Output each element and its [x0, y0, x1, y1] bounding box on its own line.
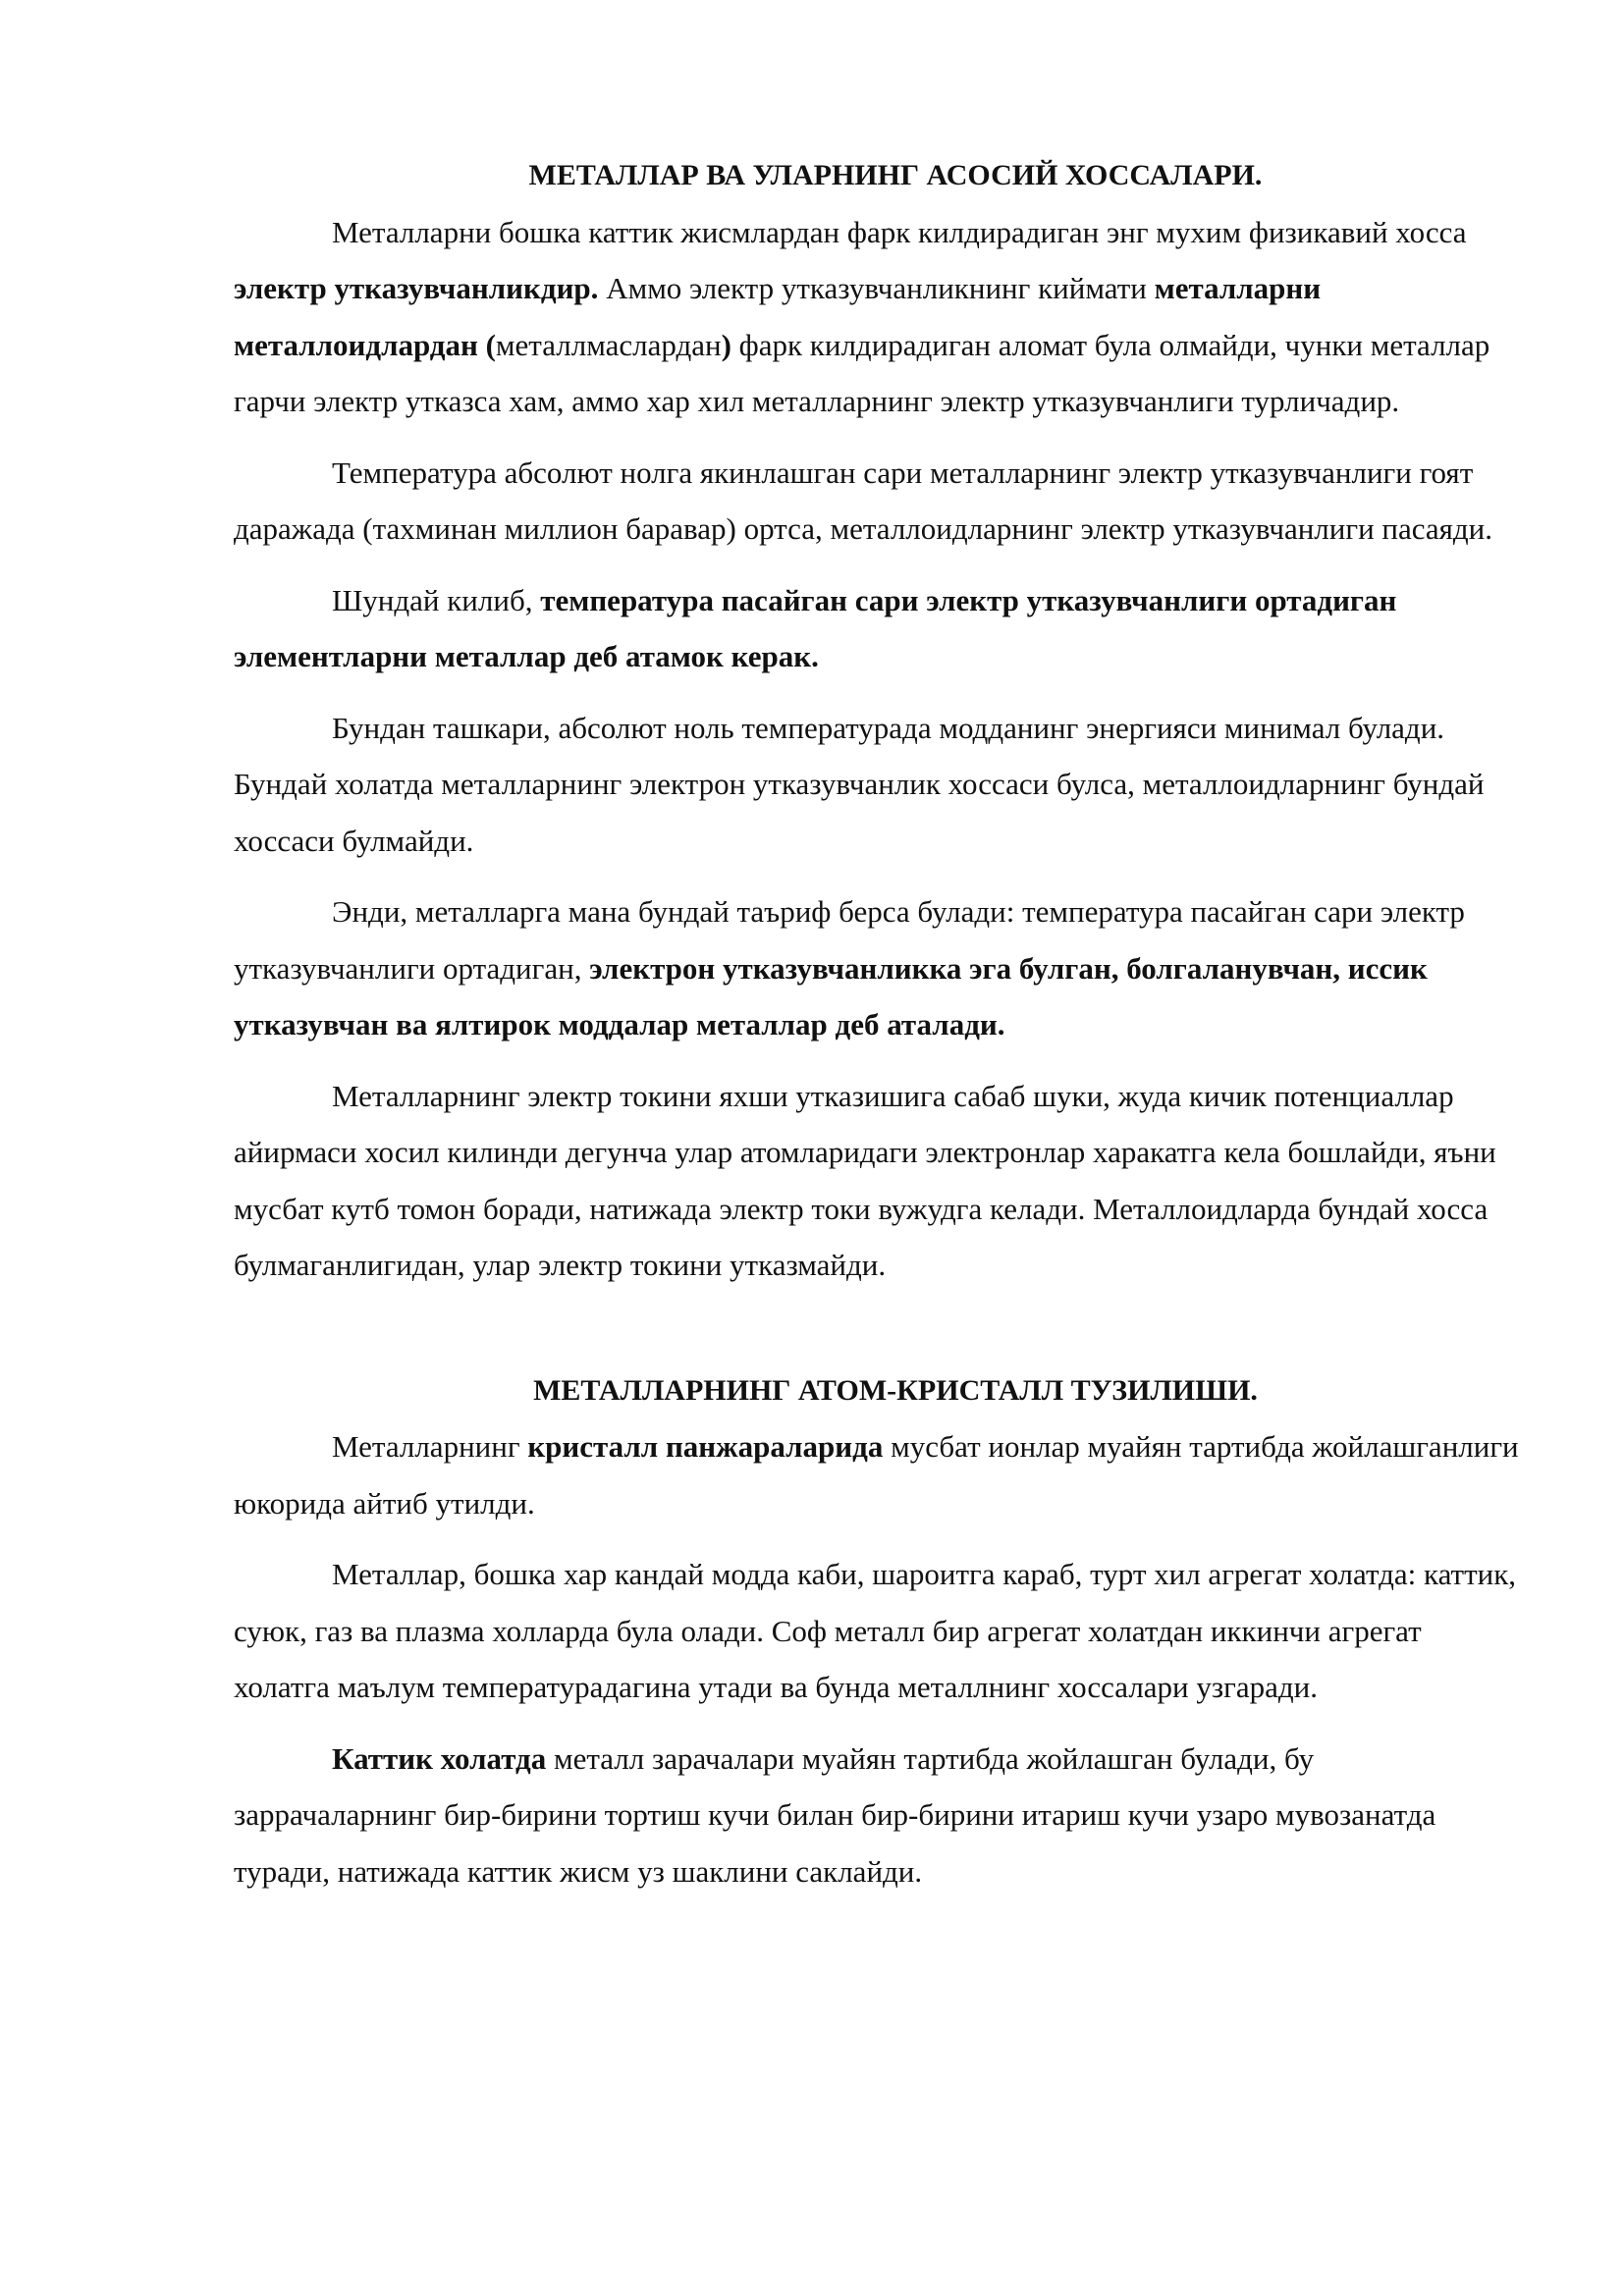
paragraph-8 — [234, 1546, 1522, 1716]
bold-run: электр утказувчанликдир. — [234, 271, 599, 305]
paragraph-7 — [234, 1418, 1522, 1531]
bold-run: электрон утказувчанликка эга булган, болгаланувчан, иссик утказувчан ва ялтирок моддалар металлар деб аталади. — [234, 950, 1428, 1041]
paragraph-5 — [234, 883, 1522, 1053]
paragraph-2 — [234, 445, 1522, 558]
bold-run: ) — [721, 327, 731, 362]
paragraph-3 — [234, 572, 1522, 685]
bold-run: кристалл панжараларида — [527, 1429, 884, 1464]
text-run: Бундан ташкари, абсолют ноль температурада модданинг энергияси минимал булади. Бундай холатда металларнинг электрон утказувчанлик хоссаси булса, металлоидларнинг бундай хоссаси булмайди. — [234, 710, 1485, 858]
section-heading-metals-properties: МЕТАЛЛАР ВА УЛАРНИНГ АСОСИЙ ХОССАЛАРИ. — [528, 159, 1263, 191]
paragraph-6 — [234, 1068, 1522, 1294]
text-run: Температура абсолют нолга якинлашган сари металларнинг электр утказувчанлиги гоят даражада (тахминан миллион баравар) ортса, металлоидларнинг электр утказувчанлиги пасаяди. — [234, 454, 1493, 546]
text-run: фарк килдирадиган аломат була олмайди, чунки металлар гарчи электр утказса хам, аммо хар хил металларнинг электр утказувчанлиги турличадир. — [234, 327, 1490, 418]
document-body — [234, 147, 1522, 1899]
text-run: Аммо электр утказувчанликнинг киймати — [598, 271, 1155, 305]
bold-run: температура пасайган сари электр утказувчанлиги ортадиган элементларни металлар деб атамок керак. — [234, 582, 1397, 673]
paragraph-9 — [234, 1731, 1522, 1900]
text-run: металлмаслардан — [495, 327, 722, 362]
text-run: Металлар, бошка хар кандай модда каби, шароитга караб, турт хил агрегат холатда: каттик, суюк, газ ва плазма холларда була олади. Соф металл бир агрегат холатдан иккинчи агрегат холатга маълум температурадагина утади ва бунда металлнинг хоссалари узгаради. — [234, 1557, 1517, 1704]
text-run: металл зарачалари муайян тартибда жойлашган булади, бу заррачаларнинг бир-бирини тортиш кучи билан бир-бирини итариш кучи узаро мувозанатда туради, натижада каттик жисм уз шаклини саклайди. — [234, 1740, 1436, 1889]
text-run: Шундай килиб, — [332, 582, 541, 617]
text-run: Металларнинг электр токини яхши утказишига сабаб шуки, жуда кичик потенциаллар айирмаси хосил килинди дегунча улар атомларидаги электронлар харакатга кела бошлайди, яъни мусбат кутб томон боради, натижада электр токи вужудга келади. Металлоидларда бундай хосса булмаганлигидан, улар электр токини утказмайди. — [234, 1078, 1496, 1282]
paragraph-1 — [234, 204, 1522, 430]
bold-run: металларни металлоидлардан ( — [234, 271, 1322, 362]
text-run: Металларнинг — [332, 1429, 528, 1464]
section-heading-atom-crystal: МЕТАЛЛАРНИНГ АТОМ-КРИСТАЛЛ ТУЗИЛИШИ. — [533, 1373, 1258, 1407]
text-run: мусбат ионлар муайян тартибда жойлашганлиги юкорида айтиб утилди. — [234, 1429, 1519, 1521]
paragraph-4 — [234, 700, 1522, 870]
text-run: Энди, металларга мана бундай таъриф берса булади: температура пасайган сари электр утказувчанлиги ортадиган, — [234, 894, 1465, 986]
text-run: Металларни бошка каттик жисмлардан фарк килдирадиган энг мухим физикавий хосса — [332, 214, 1467, 249]
bold-run: Каттик холатда — [332, 1740, 547, 1776]
